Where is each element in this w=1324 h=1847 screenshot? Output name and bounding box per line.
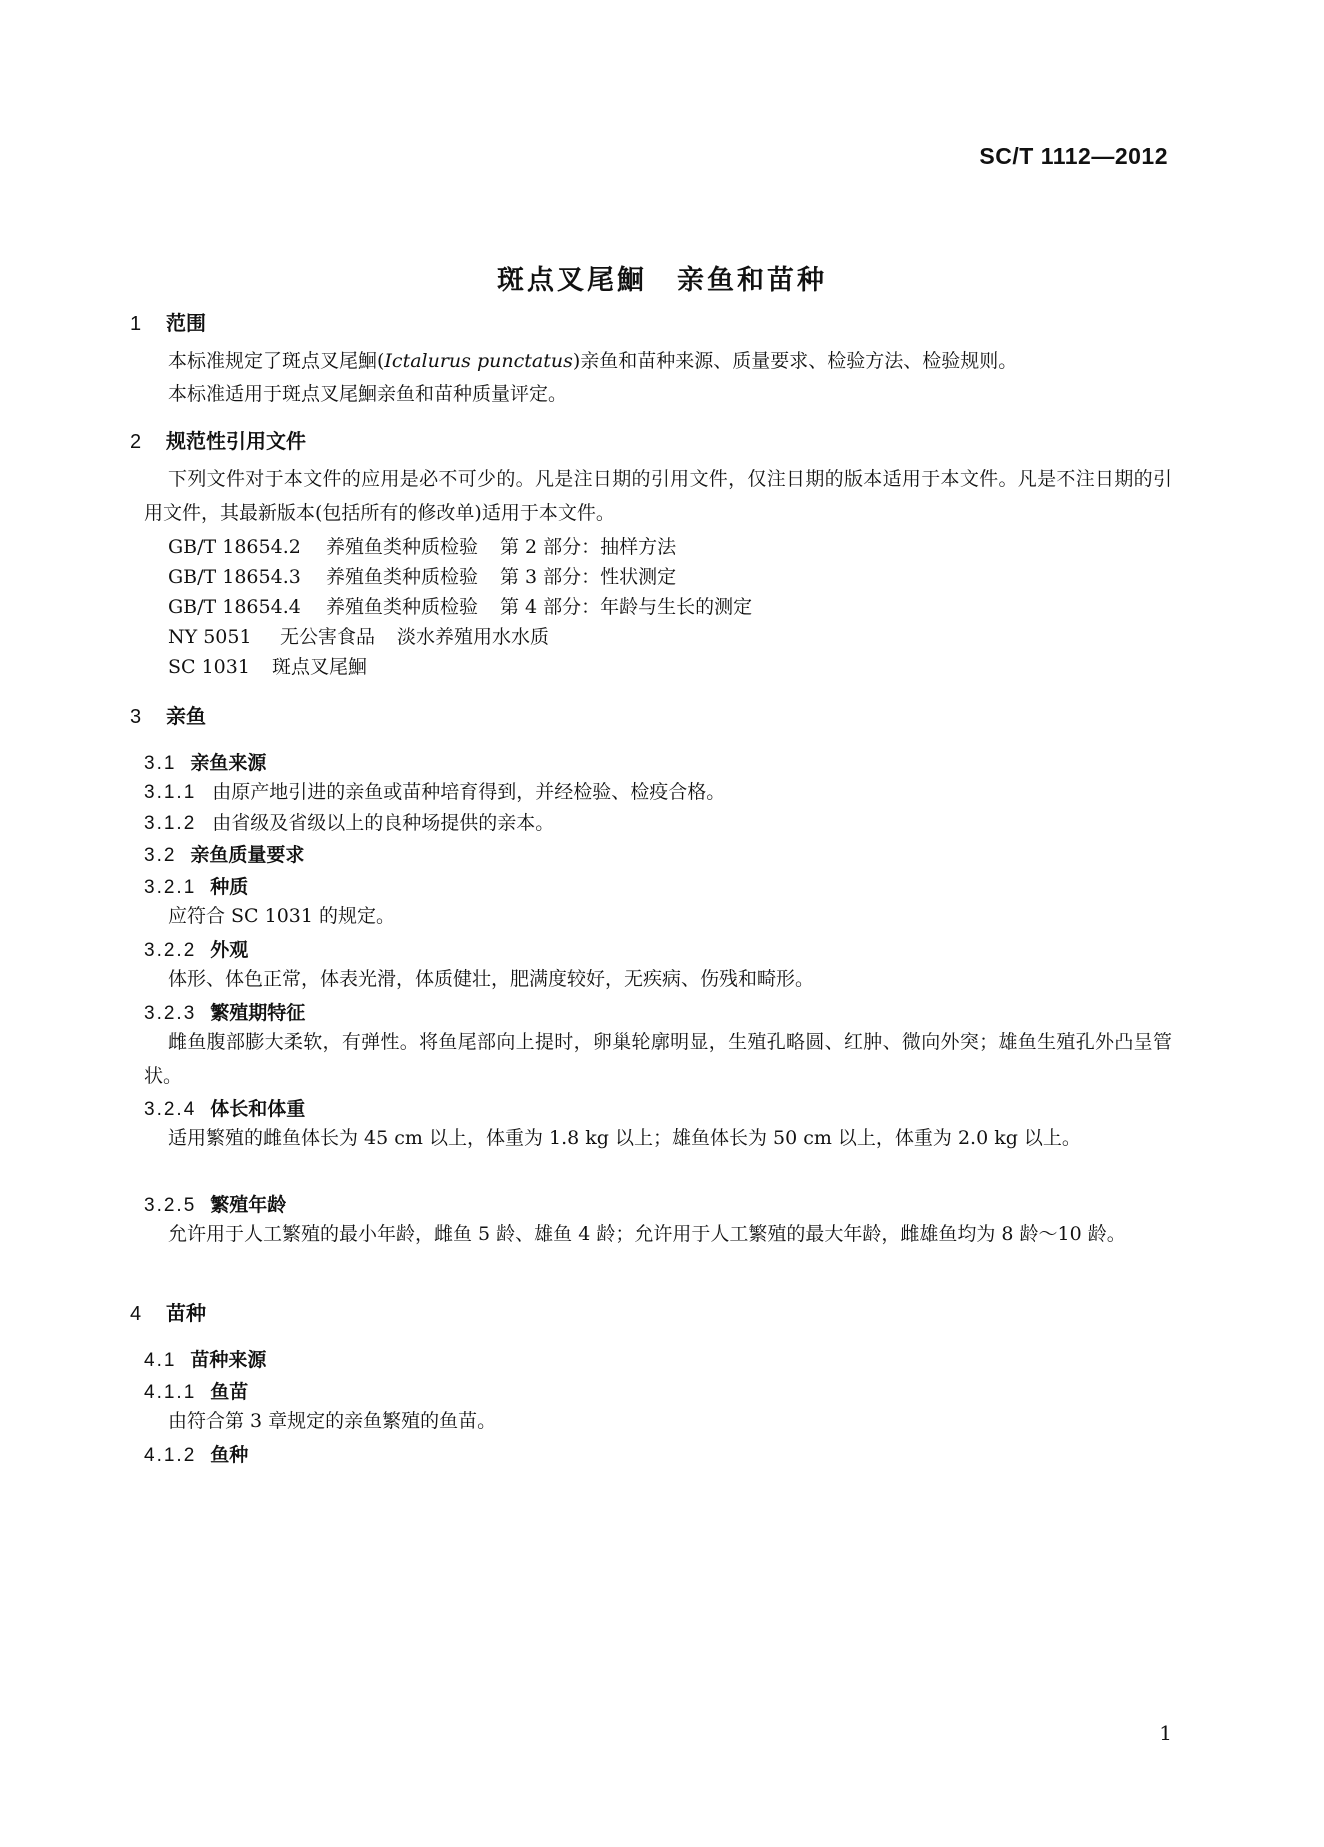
clause-3-2-5-heading: 3.2.5 繁殖年龄	[144, 1194, 287, 1216]
reference-item: GB/T 18654.2 养殖鱼类种质检验 第 2 部分：抽样方法	[168, 536, 677, 558]
subsection-4-1-heading: 4.1 苗种来源	[144, 1349, 267, 1371]
clause-4-1-1-text: 由符合第 3 章规定的亲鱼繁殖的鱼苗。	[168, 1410, 497, 1432]
section-title: 范围	[166, 311, 206, 335]
subsection-3-1-heading: 3.1 亲鱼来源	[144, 752, 267, 774]
clause-3-2-2-text: 体形、体色正常，体表光滑，体质健壮，肥满度较好，无疾病、伤残和畸形。	[168, 968, 815, 990]
document-title: 斑点叉尾鮰 亲鱼和苗种	[497, 265, 827, 296]
subsection-3-2-heading: 3.2 亲鱼质量要求	[144, 844, 305, 866]
reference-item: SC 1031 斑点叉尾鮰	[168, 656, 368, 678]
section-2-heading: 2 规范性引用文件	[130, 429, 306, 453]
clause-3-1-1: 3.1.1 由原产地引进的亲鱼或苗种培育得到，并经检验、检疫合格。	[144, 781, 726, 803]
species-latin-name: Ictalurus punctatus	[384, 350, 573, 372]
clause-3-2-3-text: 雌鱼腹部膨大柔软，有弹性。将鱼尾部向上提时，卵巢轮廓明显，生殖孔略圆、红肿、微向外突；雄鱼生殖孔外凸呈管状。	[144, 1031, 1172, 1087]
clause-3-2-1-text: 应符合 SC 1031 的规定。	[168, 905, 396, 927]
reference-item: NY 5051 无公害食品 淡水养殖用水水质	[168, 626, 550, 648]
clause-4-1-1-heading: 4.1.1 鱼苗	[144, 1381, 249, 1403]
clause-3-2-4-text: 适用繁殖的雌鱼体长为 45 cm 以上，体重为 1.8 kg 以上；雄鱼体长为 50 cm 以上，体重为 2.0 kg 以上。	[168, 1127, 1081, 1149]
clause-3-1-2: 3.1.2 由省级及省级以上的良种场提供的亲本。	[144, 812, 555, 834]
section-3-heading: 3 亲鱼	[130, 704, 206, 728]
page-number: 1	[1159, 1721, 1172, 1745]
clause-3-2-5-text: 允许用于人工繁殖的最小年龄，雌鱼 5 龄、雄鱼 4 龄；允许用于人工繁殖的最大年龄，雌雄鱼均为 8 龄～10 龄。	[168, 1223, 1126, 1245]
clause-3-2-1-heading: 3.2.1 种质	[144, 876, 249, 898]
clause-3-2-3-heading: 3.2.3 繁殖期特征	[144, 1002, 306, 1024]
section-number: 1	[130, 313, 142, 335]
scope-paragraph-2: 本标准适用于斑点叉尾鮰亲鱼和苗种质量评定。	[168, 383, 568, 405]
standard-number: SC/T 1112—2012	[979, 143, 1168, 169]
section-1-heading	[130, 307, 206, 336]
section-4-heading: 4 苗种	[130, 1301, 206, 1325]
reference-item: GB/T 18654.4 养殖鱼类种质检验 第 4 部分：年龄与生长的测定	[168, 596, 753, 618]
scope-paragraph-1: 本标准规定了斑点叉尾鮰(Ictalurus punctatus)亲鱼和苗种来源、质量要求、检验方法、检验规则。	[168, 350, 1018, 372]
clause-3-2-2-heading: 3.2.2 外观	[144, 939, 249, 961]
reference-item: GB/T 18654.3 养殖鱼类种质检验 第 3 部分：性状测定	[168, 566, 677, 588]
references-intro: 下列文件对于本文件的应用是必不可少的。凡是注日期的引用文件，仅注日期的版本适用于本文件。凡是不注日期的引用文件，其最新版本(包括所有的修改单)适用于本文件。	[144, 468, 1172, 524]
clause-4-1-2-heading: 4.1.2 鱼种	[144, 1444, 249, 1466]
clause-3-2-4-heading: 3.2.4 体长和体重	[144, 1098, 306, 1120]
